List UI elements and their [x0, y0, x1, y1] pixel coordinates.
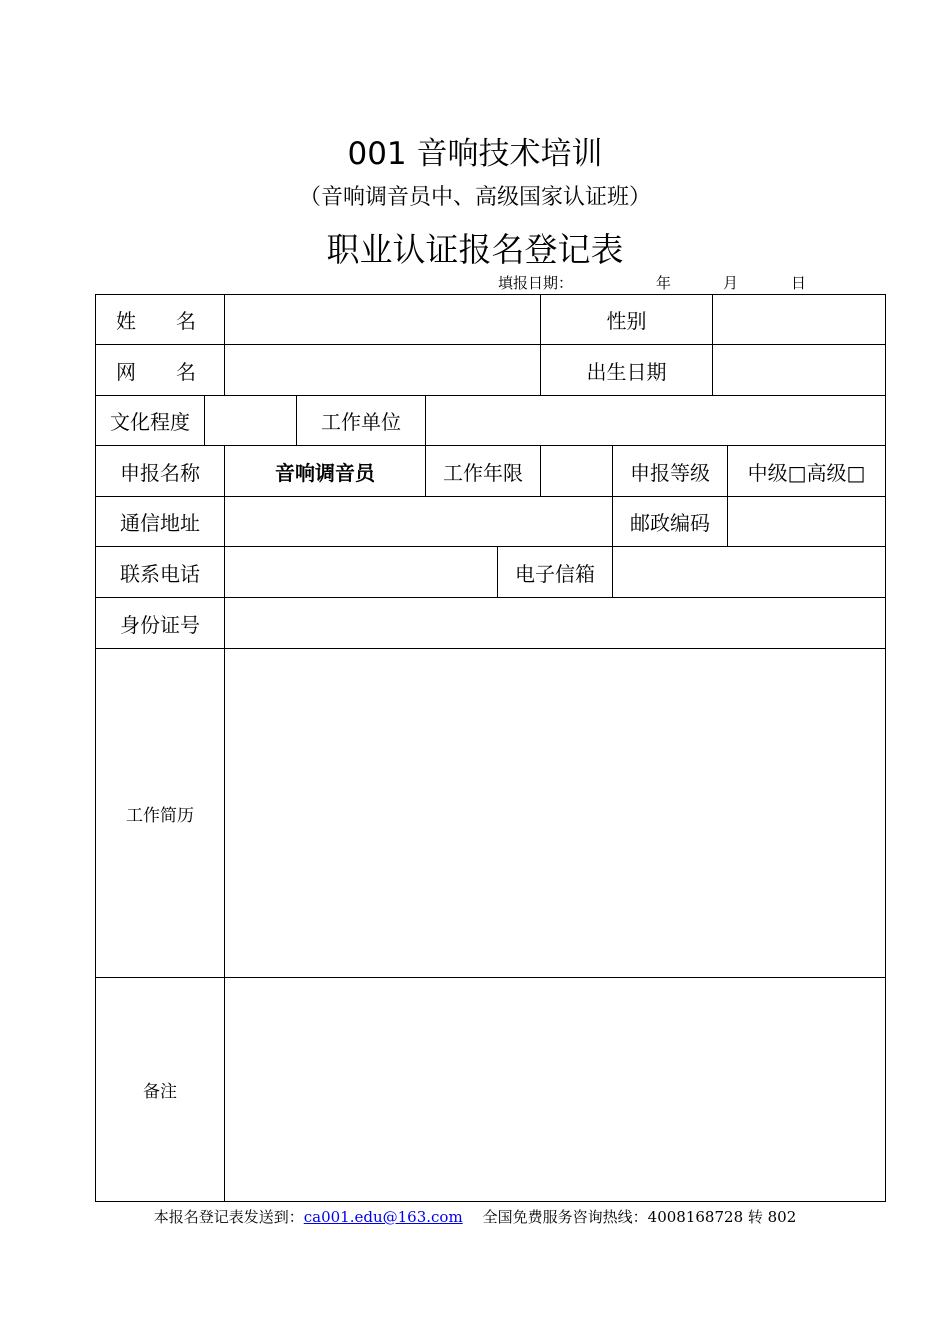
nickname-field[interactable] — [224, 344, 541, 396]
birthdate-label: 出生日期 — [540, 344, 713, 396]
education-label: 文化程度 — [95, 395, 205, 446]
email-field[interactable] — [612, 546, 886, 598]
gender-label: 性别 — [540, 294, 713, 345]
name-field[interactable] — [224, 294, 541, 345]
form-title: 职业认证报名登记表 — [326, 230, 624, 269]
fill-date-year: 年 — [656, 274, 672, 292]
name-label: 姓 名 — [95, 294, 225, 345]
gender-field[interactable] — [712, 294, 886, 345]
registration-form — [95, 294, 886, 1202]
fill-date-day: 日 — [791, 274, 807, 292]
id-number-label: 身份证号 — [95, 597, 225, 649]
postcode-field[interactable] — [727, 496, 886, 547]
employer-label: 工作单位 — [296, 395, 426, 446]
id-number-field[interactable] — [224, 597, 886, 649]
apply-level-label: 申报等级 — [612, 445, 728, 497]
address-label: 通信地址 — [95, 496, 225, 547]
send-to-label: 本报名登记表发送到： — [153, 1208, 304, 1226]
birthdate-field[interactable] — [712, 344, 886, 396]
phone-field[interactable] — [224, 546, 498, 598]
work-years-field[interactable] — [540, 445, 613, 497]
hotline-text: 全国免费服务咨询热线：4008168728 转 802 — [482, 1208, 797, 1226]
remarks-label: 备注 — [95, 977, 225, 1202]
apply-level-checkboxes[interactable]: 中级□高级□ — [727, 445, 886, 497]
page-title: 001 音响技术培训 — [347, 136, 603, 172]
work-years-label: 工作年限 — [425, 445, 541, 497]
education-field[interactable] — [204, 395, 297, 446]
work-history-field[interactable] — [224, 648, 886, 978]
footer — [0, 1206, 950, 1227]
phone-label: 联系电话 — [95, 546, 225, 598]
apply-name-value: 音响调音员 — [224, 445, 426, 497]
nickname-label: 网 名 — [95, 344, 225, 396]
email-label: 电子信箱 — [497, 546, 613, 598]
fill-date-label: 填报日期： — [498, 274, 574, 292]
apply-name-label: 申报名称 — [95, 445, 225, 497]
work-history-label: 工作简历 — [95, 648, 225, 978]
email-link[interactable]: ca001.edu@163.com — [303, 1208, 463, 1226]
postcode-label: 邮政编码 — [612, 496, 728, 547]
page-subtitle: （音响调音员中、高级国家认证班） — [298, 185, 651, 210]
address-field[interactable] — [224, 496, 613, 547]
fill-date-month: 月 — [723, 274, 739, 292]
employer-field[interactable] — [425, 395, 886, 446]
fill-date-line — [0, 272, 950, 292]
remarks-field[interactable] — [224, 977, 886, 1202]
